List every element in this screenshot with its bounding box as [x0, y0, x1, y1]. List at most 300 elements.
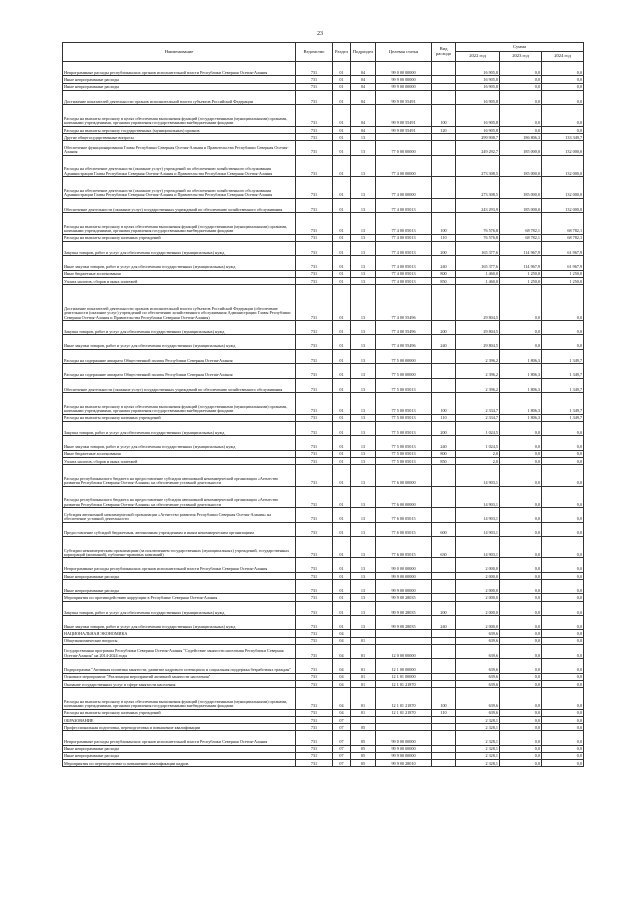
cell-s1: 639,6 — [456, 673, 500, 680]
cell-r: 01 — [333, 76, 351, 83]
cell-s2: 0,0 — [500, 644, 542, 658]
cell-cs: 77 6 00 05015 — [376, 522, 432, 536]
cell-ved: 731 — [296, 759, 333, 766]
cell-r: 01 — [333, 105, 351, 127]
cell-s3: 61 967,9 — [542, 241, 584, 255]
cell-vr — [432, 198, 456, 212]
table-row — [63, 464, 584, 486]
cell-cs: 12 1 01 21870 — [376, 680, 432, 687]
cell-s2: 0,0 — [500, 572, 542, 579]
cell-r: 01 — [333, 601, 351, 615]
cell-name: Иные бюджетные ассигнования — [63, 270, 296, 277]
cell-r: 01 — [333, 364, 351, 378]
cell-name: Расходы республиканского бюджета на предоставление субсидии автономной некоммерческой организации «Агентство развития Республики Северная Осетия-Алания» на обеспечение уставной деятельности — [63, 486, 296, 508]
cell-ved: 731 — [296, 213, 333, 235]
cell-cs: 77 5 00 05013 — [376, 421, 432, 435]
cell-s2: 0,0 — [500, 457, 542, 464]
cell-cs: 99 9 00 28035 — [376, 594, 432, 601]
table-row — [63, 277, 584, 284]
cell-s2: 0,0 — [500, 558, 542, 572]
cell-cs: 77 6 00 05015 — [376, 536, 432, 558]
cell-s2: 0,0 — [500, 716, 542, 723]
cell-cs: 99 9 00 28035 — [376, 601, 432, 615]
cell-name: Расходы на обеспечение деятельности (оказание услуг) учреждений по обеспечению хозяйственного обслуживания Администрации Главы Республики Северная Осетия-Алания и Правительства Республики Северная Осетия-Алания — [63, 177, 296, 199]
cell-r: 01 — [333, 378, 351, 392]
cell-pr: 01 — [351, 637, 376, 644]
cell-s1: 14 903,1 — [456, 536, 500, 558]
cell-name: Закупка товаров, работ и услуг для обеспечения государственных (муниципальных) нужд — [63, 601, 296, 615]
cell-r: 01 — [333, 536, 351, 558]
cell-r: 01 — [333, 392, 351, 414]
cell-s2: 1 806,3 — [500, 364, 542, 378]
cell-vr — [432, 62, 456, 76]
cell-s2: 0,0 — [500, 745, 542, 752]
cell-ved: 731 — [296, 349, 333, 363]
cell-s3: 1 349,7 — [542, 414, 584, 421]
cell-ved: 731 — [296, 558, 333, 572]
cell-pr: 13 — [351, 486, 376, 508]
cell-s3: 0,0 — [542, 644, 584, 658]
table-row — [63, 414, 584, 421]
cell-s3: 132 000,0 — [542, 177, 584, 199]
cell-cs: 12 1 01 21870 — [376, 709, 432, 716]
cell-r: 07 — [333, 759, 351, 766]
cell-vr — [432, 673, 456, 680]
cell-cs: 99 9 00 55491 — [376, 126, 432, 133]
cell-name: Субсидии некоммерческим организациям (за исключением государственных (муниципальных) учреждений, государственных корпораций (компаний), публично-правовых компаний) — [63, 536, 296, 558]
cell-cs: 77 0 00 00000 — [376, 141, 432, 155]
cell-vr — [432, 364, 456, 378]
cell-r: 07 — [333, 745, 351, 752]
table-body — [63, 62, 584, 767]
cell-vr — [432, 141, 456, 155]
cell-s3: 1 349,7 — [542, 378, 584, 392]
cell-name: Иные закупки товаров, работ и услуг для обеспечения государственных (муниципальных) нужд — [63, 436, 296, 450]
cell-ved: 731 — [296, 644, 333, 658]
table-row — [63, 392, 584, 414]
cell-s2: 68 782,1 — [500, 234, 542, 241]
cell-pr: 01 — [351, 709, 376, 716]
cell-cs: 99 9 00 00000 — [376, 572, 432, 579]
cell-s1: 2 328,1 — [456, 723, 500, 730]
cell-cs: 99 0 00 00000 — [376, 558, 432, 572]
table-row — [63, 680, 584, 687]
cell-name: Основное мероприятие "Реализация мероприятий активной занятости населения" — [63, 673, 296, 680]
cell-name: Иные непрограммные расходы — [63, 752, 296, 759]
cell-s2: 0,0 — [500, 486, 542, 508]
cell-s2: 0,0 — [500, 673, 542, 680]
cell-vr — [432, 644, 456, 658]
cell-s1: 2 000,0 — [456, 601, 500, 615]
cell-s3: 0,0 — [542, 580, 584, 594]
cell-ved: 731 — [296, 536, 333, 558]
cell-ved: 731 — [296, 392, 333, 414]
cell-s3: 1 250,0 — [542, 270, 584, 277]
cell-s1: 76 576,8 — [456, 213, 500, 235]
cell-s1: 2 000,0 — [456, 594, 500, 601]
table-row — [63, 270, 584, 277]
cell-name: Оказание государственных услуг в сфере занятости населения — [63, 680, 296, 687]
cell-s1: 16 905,8 — [456, 83, 500, 90]
cell-ved: 731 — [296, 62, 333, 76]
cell-s3: 1 349,7 — [542, 392, 584, 414]
cell-s3: 0,0 — [542, 464, 584, 486]
cell-cs: 12 1 01 21870 — [376, 687, 432, 709]
cell-name: Расходы на содержание аппарата Общественной палаты Республики Северная Осетия-Алания — [63, 364, 296, 378]
cell-s3: 0,0 — [542, 105, 584, 127]
cell-ved: 731 — [296, 450, 333, 457]
cell-s1: 639,6 — [456, 630, 500, 637]
cell-pr: 05 — [351, 759, 376, 766]
cell-vr: 200 — [432, 241, 456, 255]
cell-r: 01 — [333, 616, 351, 630]
cell-vr — [432, 285, 456, 321]
cell-s2: 0,0 — [500, 464, 542, 486]
cell-name: Уплата налогов, сборов и иных платежей — [63, 457, 296, 464]
cell-pr: 13 — [351, 508, 376, 522]
cell-r: 01 — [333, 83, 351, 90]
cell-s1: 29 804,5 — [456, 321, 500, 335]
cell-vr — [432, 76, 456, 83]
cell-cs: 77 4 00 55496 — [376, 335, 432, 349]
cell-cs — [376, 630, 432, 637]
cell-cs: 99 9 00 00000 — [376, 745, 432, 752]
cell-s3: 0,0 — [542, 321, 584, 335]
cell-r: 04 — [333, 680, 351, 687]
cell-pr: 13 — [351, 536, 376, 558]
cell-cs — [376, 637, 432, 644]
cell-vr — [432, 349, 456, 363]
cell-s2: 0,0 — [500, 601, 542, 615]
cell-s1: 1 024,5 — [456, 436, 500, 450]
table-row — [63, 62, 584, 76]
cell-ved: 731 — [296, 723, 333, 730]
cell-cs: 77 5 00 00000 — [376, 364, 432, 378]
cell-s2: 114 967,9 — [500, 256, 542, 270]
header-podrazd: Подраздел — [351, 43, 376, 62]
cell-s2: 0,0 — [500, 83, 542, 90]
cell-s2: 0,0 — [500, 508, 542, 522]
cell-ved: 731 — [296, 321, 333, 335]
cell-cs — [376, 716, 432, 723]
cell-s3: 0,0 — [542, 673, 584, 680]
cell-vr — [432, 680, 456, 687]
cell-vr: 110 — [432, 414, 456, 421]
table-row — [63, 601, 584, 615]
cell-vr: 110 — [432, 709, 456, 716]
cell-r: 01 — [333, 90, 351, 104]
cell-pr: 05 — [351, 731, 376, 745]
cell-s2: 114 967,9 — [500, 241, 542, 255]
cell-s1: 2,0 — [456, 450, 500, 457]
table-row — [63, 457, 584, 464]
cell-r: 07 — [333, 723, 351, 730]
cell-cs: 99 9 00 00000 — [376, 83, 432, 90]
table-row — [63, 321, 584, 335]
cell-ved: 731 — [296, 572, 333, 579]
cell-ved: 731 — [296, 637, 333, 644]
cell-s1: 2 334,7 — [456, 392, 500, 414]
cell-name: Расходы на выплаты персоналу в целях обеспечения выполнения функций (государственными (муниципальными) органами, казенными учреждениями, органами управления государственными внебюджетными фондами — [63, 687, 296, 709]
cell-r: 01 — [333, 349, 351, 363]
cell-name: Иные непрограммные расходы — [63, 572, 296, 579]
cell-s2: 0,0 — [500, 709, 542, 716]
cell-r: 04 — [333, 630, 351, 637]
table-row — [63, 580, 584, 594]
cell-name: Иные непрограммные расходы — [63, 83, 296, 90]
table-row — [63, 450, 584, 457]
cell-s1: 243 293,9 — [456, 198, 500, 212]
cell-cs: 77 4 00 05013 — [376, 277, 432, 284]
cell-pr: 13 — [351, 213, 376, 235]
cell-s2: 0,0 — [500, 285, 542, 321]
header-sum: Сумма — [456, 43, 584, 52]
table-row — [63, 594, 584, 601]
cell-s3: 0,0 — [542, 76, 584, 83]
cell-s1: 2 000,0 — [456, 616, 500, 630]
cell-pr: 13 — [351, 594, 376, 601]
cell-pr: 13 — [351, 177, 376, 199]
cell-s1: 14 903,1 — [456, 464, 500, 486]
table-row — [63, 436, 584, 450]
cell-s1: 1 460,0 — [456, 277, 500, 284]
cell-r: 01 — [333, 414, 351, 421]
cell-ved: 731 — [296, 594, 333, 601]
cell-pr: 13 — [351, 558, 376, 572]
cell-cs — [376, 723, 432, 730]
cell-r: 01 — [333, 522, 351, 536]
cell-cs: 77 5 00 00000 — [376, 349, 432, 363]
cell-pr: 13 — [351, 436, 376, 450]
cell-ved: 731 — [296, 457, 333, 464]
table-row — [63, 486, 584, 508]
cell-s1: 299 908,7 — [456, 133, 500, 140]
cell-s1: 2 328,1 — [456, 731, 500, 745]
cell-s1: 249 292,7 — [456, 141, 500, 155]
cell-s3: 1 250,0 — [542, 277, 584, 284]
cell-s2: 68 782,1 — [500, 213, 542, 235]
cell-pr: 13 — [351, 364, 376, 378]
cell-ved: 731 — [296, 198, 333, 212]
cell-vr: 850 — [432, 277, 456, 284]
cell-s3: 0,0 — [542, 522, 584, 536]
cell-pr: 04 — [351, 105, 376, 127]
cell-pr: 01 — [351, 680, 376, 687]
cell-pr: 04 — [351, 126, 376, 133]
cell-cs: 77 4 00 55496 — [376, 321, 432, 335]
table-row — [63, 213, 584, 235]
cell-pr — [351, 630, 376, 637]
cell-s2: 0,0 — [500, 62, 542, 76]
table-row — [63, 687, 584, 709]
cell-s1: 1 024,5 — [456, 421, 500, 435]
cell-s3: 68 782,1 — [542, 213, 584, 235]
cell-s2: 0,0 — [500, 536, 542, 558]
cell-r: 01 — [333, 270, 351, 277]
cell-cs: 77 5 00 05013 — [376, 457, 432, 464]
cell-cs: 77 4 00 05013 — [376, 234, 432, 241]
cell-vr: 800 — [432, 270, 456, 277]
cell-cs: 12 0 00 00000 — [376, 644, 432, 658]
table-row — [63, 126, 584, 133]
cell-pr: 13 — [351, 421, 376, 435]
cell-s3: 0,0 — [542, 90, 584, 104]
cell-s1: 2 328,1 — [456, 745, 500, 752]
cell-r: 01 — [333, 213, 351, 235]
cell-s3: 0,0 — [542, 687, 584, 709]
cell-pr: 13 — [351, 616, 376, 630]
cell-name: Мероприятия по противодействию коррупции в Республике Северная Осетия-Алания — [63, 594, 296, 601]
cell-name: Иные закупки товаров, работ и услуг для обеспечения государственных (муниципальных) нужд — [63, 256, 296, 270]
cell-s1: 165 377,6 — [456, 256, 500, 270]
cell-s1: 2,0 — [456, 457, 500, 464]
cell-name: Непрограммные расходы республиканских органов исполнительной власти Республики Северная Осетия-Алания — [63, 558, 296, 572]
cell-s2: 0,0 — [500, 687, 542, 709]
cell-s3: 1 349,7 — [542, 349, 584, 363]
cell-name: Подпрограмма "Активная политика занятости, развитие кадрового потенциала и социальная поддержка безработных граждан" — [63, 659, 296, 673]
cell-ved: 731 — [296, 745, 333, 752]
cell-s1: 639,6 — [456, 687, 500, 709]
cell-vr — [432, 723, 456, 730]
cell-s1: 29 804,5 — [456, 285, 500, 321]
cell-pr: 05 — [351, 723, 376, 730]
cell-vr: 120 — [432, 126, 456, 133]
cell-s2: 1 806,3 — [500, 378, 542, 392]
table-row — [63, 421, 584, 435]
cell-s2: 1 806,3 — [500, 414, 542, 421]
cell-cs: 77 4 00 00000 — [376, 155, 432, 177]
table-row — [63, 349, 584, 363]
cell-s2: 186 806,3 — [500, 133, 542, 140]
table-row — [63, 723, 584, 730]
cell-ved: 731 — [296, 277, 333, 284]
cell-name: Обеспечение деятельности (оказание услуг) государственных учреждений по обеспечению хозяйственного обслуживания — [63, 198, 296, 212]
cell-s2: 0,0 — [500, 105, 542, 127]
cell-pr: 13 — [351, 241, 376, 255]
table-row — [63, 630, 584, 637]
table-row — [63, 558, 584, 572]
cell-vr — [432, 177, 456, 199]
cell-cs: 77 4 00 05013 — [376, 270, 432, 277]
table-row — [63, 133, 584, 140]
cell-cs: 99 9 00 00000 — [376, 752, 432, 759]
cell-s3: 0,0 — [542, 421, 584, 435]
cell-name: Общеэкономические вопросы — [63, 637, 296, 644]
cell-name: Иные непрограммные расходы — [63, 580, 296, 594]
cell-s3: 0,0 — [542, 731, 584, 745]
cell-r: 04 — [333, 687, 351, 709]
cell-pr: 13 — [351, 285, 376, 321]
cell-s3: 0,0 — [542, 594, 584, 601]
cell-name: Расходы на обеспечение деятельности (оказание услуг) учреждений по обеспечению хозяйственного обслуживания Администрации Главы Республики Северная Осетия-Алания и Правительства Республики Северная Осетия-Алания — [63, 155, 296, 177]
cell-s3: 0,0 — [542, 450, 584, 457]
cell-cs — [376, 133, 432, 140]
table-row — [63, 759, 584, 766]
cell-name: Закупка товаров, работ и услуг для обеспечения государственных (муниципальных) нужд — [63, 241, 296, 255]
cell-name: Уплата налогов, сборов и иных платежей — [63, 277, 296, 284]
cell-pr: 13 — [351, 234, 376, 241]
cell-r: 01 — [333, 508, 351, 522]
cell-vr — [432, 464, 456, 486]
cell-r: 04 — [333, 659, 351, 673]
cell-s3: 0,0 — [542, 709, 584, 716]
cell-r: 01 — [333, 234, 351, 241]
cell-vr: 240 — [432, 616, 456, 630]
cell-ved: 731 — [296, 270, 333, 277]
cell-r: 01 — [333, 177, 351, 199]
cell-s2: 0,0 — [500, 421, 542, 435]
cell-pr: 13 — [351, 270, 376, 277]
table-row — [63, 90, 584, 104]
cell-s3: 0,0 — [542, 436, 584, 450]
cell-s1: 2 000,0 — [456, 558, 500, 572]
cell-r: 01 — [333, 558, 351, 572]
cell-vr: 200 — [432, 601, 456, 615]
cell-s1: 16 905,8 — [456, 105, 500, 127]
cell-name: Предоставление субсидий бюджетным, автономным учреждениям и иным некоммерческим организациям — [63, 522, 296, 536]
cell-name: Расходы на выплаты персоналу казенных учреждений — [63, 414, 296, 421]
cell-r: 01 — [333, 155, 351, 177]
cell-ved: 731 — [296, 234, 333, 241]
cell-s3: 68 782,1 — [542, 234, 584, 241]
header-cs: Целевая статья — [376, 43, 432, 62]
cell-s3: 0,0 — [542, 601, 584, 615]
cell-vr — [432, 630, 456, 637]
cell-cs: 77 6 00 00000 — [376, 486, 432, 508]
cell-name: Другие общегосударственные вопросы — [63, 133, 296, 140]
cell-s1: 16 905,8 — [456, 76, 500, 83]
cell-s1: 2 000,0 — [456, 580, 500, 594]
cell-vr — [432, 659, 456, 673]
table-row — [63, 752, 584, 759]
cell-s1: 639,6 — [456, 709, 500, 716]
cell-s2: 0,0 — [500, 450, 542, 457]
cell-s2: 185 000,0 — [500, 141, 542, 155]
cell-s3: 0,0 — [542, 745, 584, 752]
cell-ved: 731 — [296, 83, 333, 90]
cell-s3: 0,0 — [542, 630, 584, 637]
cell-s2: 0,0 — [500, 335, 542, 349]
cell-s3: 0,0 — [542, 723, 584, 730]
cell-s1: 2 334,7 — [456, 414, 500, 421]
cell-pr: 01 — [351, 687, 376, 709]
cell-ved: 731 — [296, 105, 333, 127]
cell-vr — [432, 745, 456, 752]
cell-name: Непрограммные расходы республиканских органов исполнительной власти Республики Северная Осетия-Алания — [63, 62, 296, 76]
table-row — [63, 616, 584, 630]
cell-s1: 165 377,6 — [456, 241, 500, 255]
cell-ved: 731 — [296, 285, 333, 321]
table-row — [63, 234, 584, 241]
cell-s3: 0,0 — [542, 558, 584, 572]
cell-r: 01 — [333, 572, 351, 579]
cell-vr: 200 — [432, 421, 456, 435]
cell-ved: 731 — [296, 141, 333, 155]
cell-s1: 639,6 — [456, 680, 500, 687]
cell-vr: 800 — [432, 450, 456, 457]
cell-r: 01 — [333, 450, 351, 457]
cell-cs: 99 9 00 00000 — [376, 580, 432, 594]
cell-s1: 273 308,5 — [456, 155, 500, 177]
cell-s1: 2 396,2 — [456, 364, 500, 378]
cell-name: Достижение показателей деятельности органов исполнительной власти субъектов Российской Федерации (обеспечение деятельности (оказание услуг) учреждений по обеспечению хозяйственного обслуживания Администрации Главы Республики Северная Осетия-Алания и Правительства Республики Северная Осетия-Алания) — [63, 285, 296, 321]
cell-pr: 04 — [351, 83, 376, 90]
cell-r: 01 — [333, 126, 351, 133]
cell-s3: 0,0 — [542, 716, 584, 723]
cell-pr: 13 — [351, 464, 376, 486]
cell-s1: 2 396,2 — [456, 349, 500, 363]
cell-s3: 132 000,0 — [542, 198, 584, 212]
